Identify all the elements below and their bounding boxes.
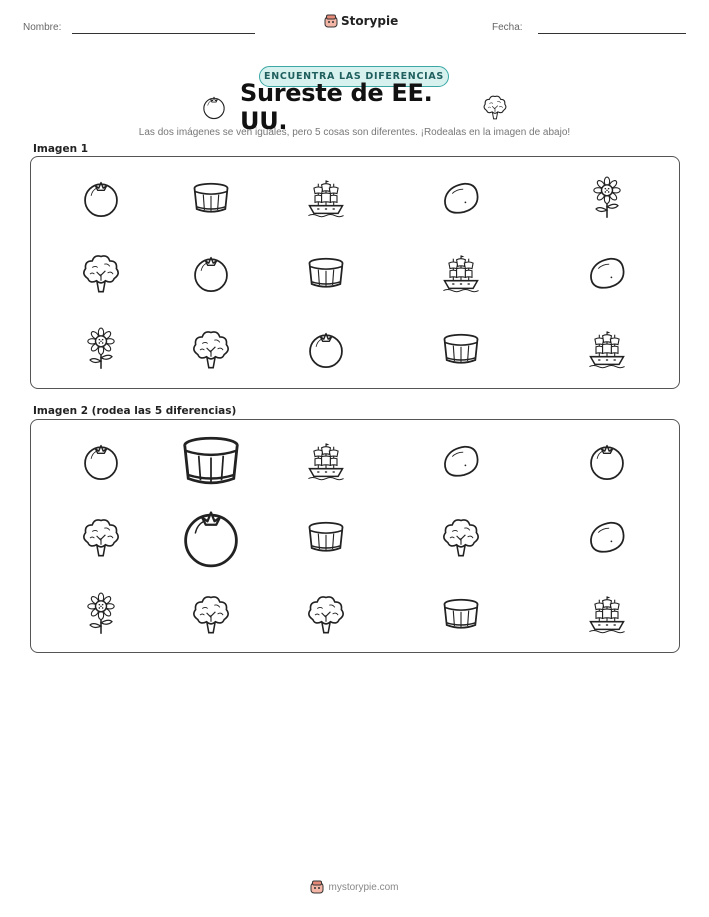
tree-icon[interactable] (439, 515, 483, 559)
page-title-text: Sureste de EE. UU. (240, 79, 433, 135)
orange-icon (189, 251, 233, 295)
storypie-mascot-icon (310, 880, 324, 894)
sunflower-icon[interactable] (79, 592, 123, 636)
potato-icon (585, 251, 629, 295)
potato-icon[interactable] (439, 439, 483, 483)
orange-icon[interactable] (176, 502, 246, 572)
drum-icon[interactable] (176, 426, 246, 496)
drum-icon[interactable] (304, 515, 348, 559)
drum-icon (304, 251, 348, 295)
date-field-line[interactable] (538, 33, 686, 34)
tree-icon[interactable] (189, 592, 233, 636)
date-label: Fecha: (492, 22, 523, 33)
orange-icon (200, 93, 228, 121)
footer-url[interactable]: mystorypie.com (328, 881, 399, 893)
activity-badge: ENCUENTRA LAS DIFERENCIAS (259, 66, 449, 87)
footer (0, 880, 709, 894)
orange-icon[interactable] (79, 439, 123, 483)
orange-icon[interactable] (585, 439, 629, 483)
potato-icon (439, 176, 483, 220)
storypie-mascot-icon (324, 14, 338, 28)
ship-icon[interactable] (304, 439, 348, 483)
tree-icon[interactable] (79, 515, 123, 559)
image2-panel[interactable] (30, 419, 680, 653)
brand-name: Storypie (341, 14, 399, 28)
worksheet-header (0, 14, 709, 44)
tree-icon (189, 327, 233, 371)
drum-icon[interactable] (439, 592, 483, 636)
tree-icon (481, 93, 509, 121)
image1-panel (30, 156, 680, 389)
ship-icon (304, 176, 348, 220)
ship-icon (585, 327, 629, 371)
image2-label: Imagen 2 (rodea las 5 diferencias) (33, 405, 237, 417)
orange-icon (304, 327, 348, 371)
tree-icon (79, 251, 123, 295)
drum-icon (189, 176, 233, 220)
sunflower-icon (585, 176, 629, 220)
name-field-line[interactable] (72, 33, 255, 34)
ship-icon[interactable] (585, 592, 629, 636)
orange-icon (79, 176, 123, 220)
image1-label: Imagen 1 (33, 143, 89, 155)
tree-icon[interactable] (304, 592, 348, 636)
sunflower-icon (79, 327, 123, 371)
instructions: Las dos imágenes se ven iguales, pero 5 cosas son diferentes. ¡Rodealas en la imagen de abajo! (138, 127, 571, 138)
name-label: Nombre: (23, 22, 62, 33)
brand-logo (324, 14, 398, 28)
ship-icon (439, 251, 483, 295)
potato-icon[interactable] (585, 515, 629, 559)
drum-icon (439, 327, 483, 371)
